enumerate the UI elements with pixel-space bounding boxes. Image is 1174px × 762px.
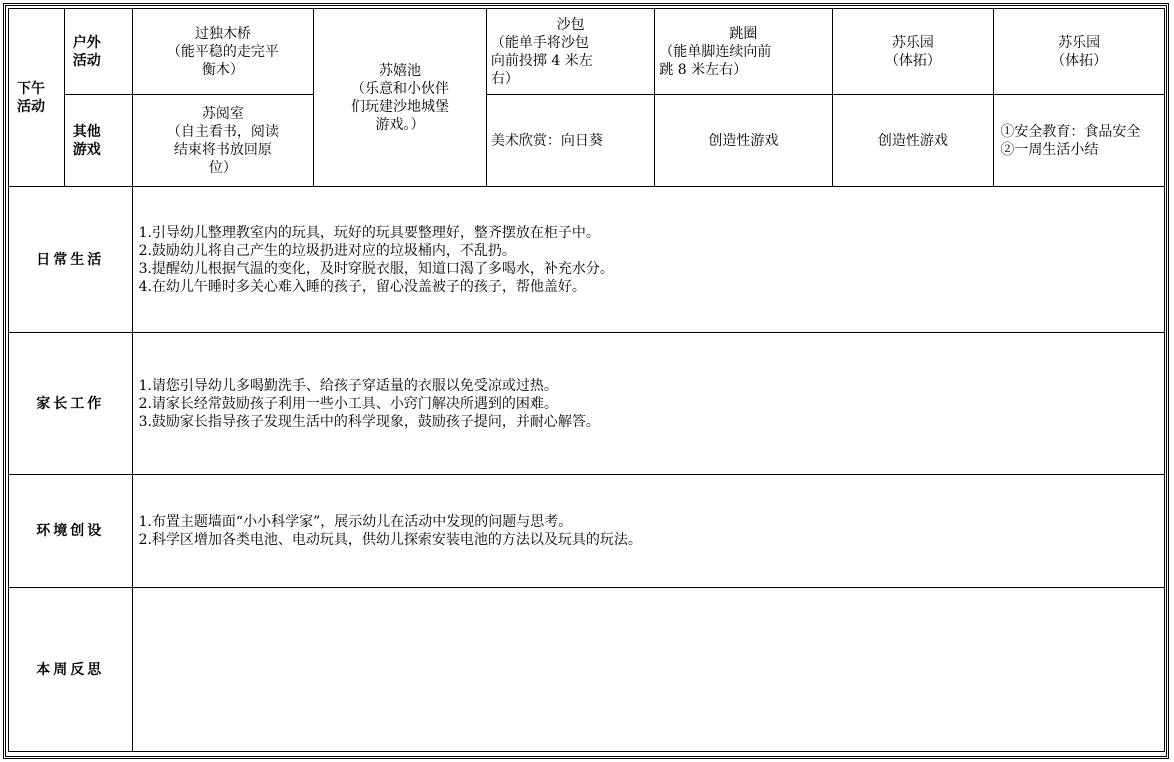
reflection-content	[132, 588, 1164, 752]
safety-education-cell	[994, 95, 1165, 187]
cell-line: 向前投掷 4 米左	[490, 52, 593, 69]
list-item: 3.提醒幼儿根据气温的变化，及时穿脱衣服，知道口渴了多喝水，补充水分。	[138, 260, 614, 277]
other-label-line1: 其他	[72, 123, 101, 140]
reflection-label: 本周反思	[9, 588, 133, 752]
weekly-plan-table	[8, 8, 1165, 752]
daily-life-row	[9, 187, 1165, 333]
cell-title: 苏阅室	[201, 105, 244, 122]
environment-content	[132, 475, 1164, 588]
cell-line: 位）	[208, 159, 237, 176]
cell-title: 跳圈	[729, 25, 758, 42]
cell-title: 苏嬉池	[379, 62, 421, 79]
cell-line: （自主看书，阅读	[166, 123, 279, 140]
other-games-label	[64, 95, 132, 187]
plan-frame	[3, 3, 1169, 759]
cell-title: 过独木桥	[194, 25, 251, 42]
cell-line: （能平稳的走完平	[166, 43, 279, 60]
cell-line: （能单脚连续向前	[659, 43, 772, 60]
cell-line: 们玩建沙地城堡	[351, 98, 449, 115]
cell-title: 沙包	[556, 16, 585, 33]
environment-label: 环境创设	[9, 475, 133, 588]
cell-line: （能单手将沙包	[490, 34, 589, 51]
daily-life-label: 日常生活	[9, 187, 133, 333]
cell-line: （体拓）	[1051, 52, 1108, 69]
cell-title: 苏乐园	[1058, 34, 1101, 51]
other-label-line2: 游戏	[72, 141, 101, 158]
outdoor-cell-playground-1	[832, 9, 994, 95]
list-item: 1.请您引导幼儿多喝勤洗手、给孩子穿适量的衣服以免受凉或过热。	[138, 377, 558, 394]
cell-line: ①安全教育：食品安全	[1000, 123, 1141, 140]
cell-line: （乐意和小伙伴	[351, 80, 449, 97]
list-item: 2.请家长经常鼓励孩子利用一些小工具、小窍门解决所遇到的困难。	[138, 395, 558, 412]
outdoor-label-line1: 户外	[72, 34, 101, 51]
cell-line: 结束将书放回原	[173, 141, 272, 158]
afternoon-activity-label	[9, 9, 65, 187]
cell-line: 右）	[490, 70, 519, 87]
cell-line: ②一周生活小结	[1000, 141, 1099, 158]
art-appreciation-cell: 美术欣赏：向日葵	[486, 95, 654, 187]
outdoor-activity-label	[64, 9, 132, 95]
list-item: 1.引导幼儿整理教室内的玩具，玩好的玩具要整理好，整齐摆放在柜子中。	[138, 224, 600, 241]
list-item: 1.布置主题墙面“小小科学家”，展示幼儿在活动中发现的问题与思考。	[138, 514, 573, 530]
outdoor-cell-sandbag	[486, 9, 654, 95]
other-games-row	[9, 95, 1165, 187]
outdoor-activity-row	[9, 9, 1165, 95]
reflection-row	[9, 588, 1165, 752]
parent-work-content	[132, 333, 1164, 475]
reading-room-cell	[132, 95, 314, 187]
cell-line: 游戏。）	[375, 116, 425, 133]
outdoor-cell-hopping	[655, 9, 832, 95]
afternoon-label-line1: 下午	[17, 80, 45, 97]
cell-line: 衡木）	[201, 61, 244, 78]
sand-pool-cell	[314, 9, 487, 187]
list-item: 2.科学区增加各类电池、电动玩具，供幼儿探索安装电池的方法以及玩具的玩法。	[138, 532, 642, 548]
creative-game-cell-2: 创造性游戏	[832, 95, 994, 187]
daily-life-content	[132, 187, 1164, 333]
parent-work-row	[9, 333, 1165, 475]
outdoor-cell-balance-beam	[132, 9, 314, 95]
parent-work-label: 家长工作	[9, 333, 133, 475]
outdoor-label-line2: 活动	[72, 52, 101, 69]
list-item: 3.鼓励家长指导孩子发现生活中的科学现象，鼓励孩子提问，并耐心解答。	[138, 413, 600, 430]
creative-game-cell-1: 创造性游戏	[655, 95, 832, 187]
outdoor-cell-playground-2	[994, 9, 1165, 95]
cell-line: （体拓）	[884, 52, 941, 69]
environment-row	[9, 475, 1165, 588]
cell-title: 苏乐园	[891, 34, 934, 51]
afternoon-label-line2: 活动	[17, 98, 45, 115]
list-item: 4.在幼儿午睡时多关心难入睡的孩子，留心没盖被子的孩子，帮他盖好。	[138, 278, 586, 295]
cell-line: 跳 8 米左右）	[659, 61, 748, 78]
list-item: 2.鼓励幼儿将自己产生的垃圾扔进对应的垃圾桶内，不乱扔。	[138, 242, 516, 259]
